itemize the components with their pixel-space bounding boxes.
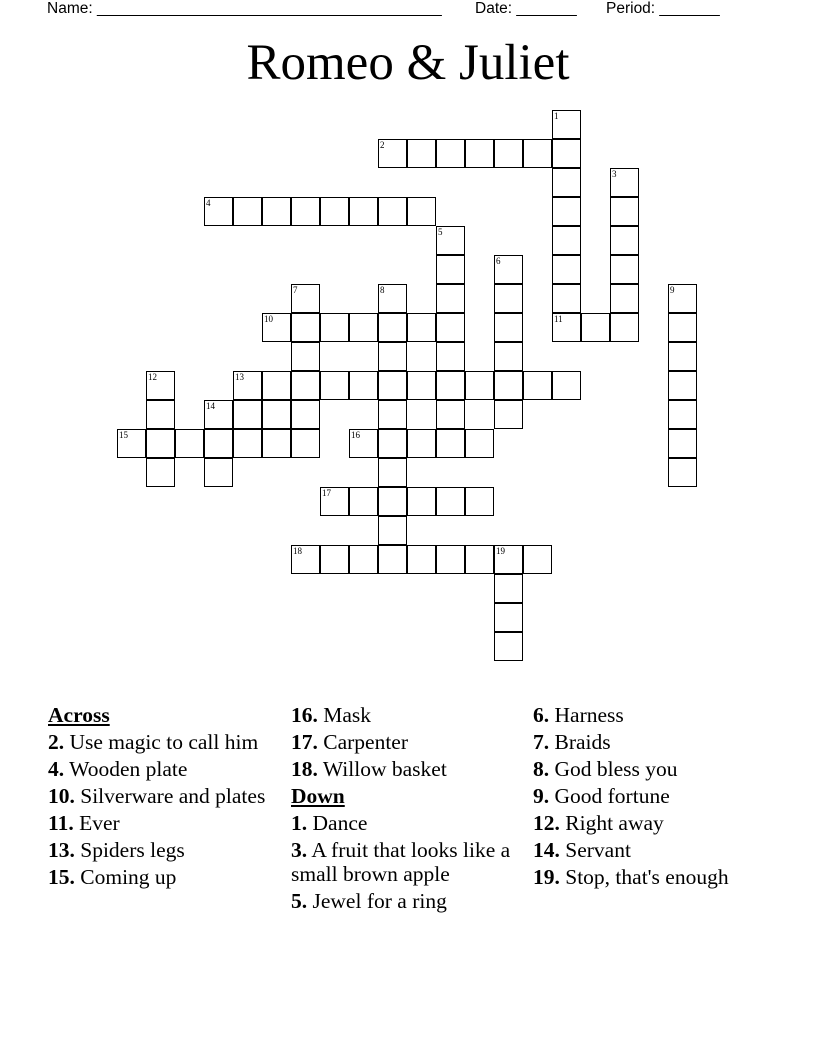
grid-cell[interactable] [291,429,320,458]
grid-cell[interactable] [552,168,581,197]
clue-number: 19. [533,865,560,889]
grid-cell[interactable] [668,458,697,487]
clue-column-2 [291,703,527,916]
cell-number: 5 [438,227,443,237]
clue-number: 14. [533,838,560,862]
cell-number: 17 [322,488,331,498]
grid-cell[interactable] [552,371,581,400]
grid-cell[interactable] [494,284,523,313]
grid-cell[interactable] [291,342,320,371]
grid-cell[interactable] [465,371,494,400]
clue-column-3 [533,703,769,892]
grid-cell[interactable] [465,139,494,168]
grid-cell[interactable] [436,371,465,400]
grid-cell[interactable] [494,400,523,429]
grid-cell[interactable] [494,371,523,400]
cell-number: 15 [119,430,128,440]
clue-across-2 [48,730,284,754]
clue-down-1 [291,811,527,835]
clue-across-18 [291,757,527,781]
clue-across-11 [48,811,284,835]
name-field[interactable]: Name: ________________________________________ [47,0,442,17]
grid-cell[interactable] [291,400,320,429]
clue-number: 17. [291,730,318,754]
cell-number: 13 [235,372,244,382]
clue-down-19 [533,865,769,889]
grid-cell[interactable] [407,545,436,574]
grid-cell[interactable] [291,371,320,400]
clue-number: 15. [48,865,75,889]
clue-down-7 [533,730,769,754]
grid-cell[interactable] [349,197,378,226]
grid-cell[interactable] [494,313,523,342]
clue-number: 11. [48,811,74,835]
grid-cell[interactable] [436,545,465,574]
down-heading: Down [291,784,345,808]
grid-cell[interactable] [552,284,581,313]
grid-cell[interactable] [436,313,465,342]
grid-cell[interactable] [291,313,320,342]
cell-number: 7 [293,285,298,295]
clue-across-4 [48,757,284,781]
clue-text: Stop, that's enough [565,865,729,889]
clue-column-1 [48,703,284,892]
clue-number: 9. [533,784,550,808]
grid-cell[interactable] [668,400,697,429]
grid-cell[interactable] [378,458,407,487]
across-heading: Across [48,703,110,727]
clue-across-15 [48,865,284,889]
grid-cell[interactable] [349,371,378,400]
grid-cell[interactable] [494,574,523,603]
grid-cell[interactable] [378,429,407,458]
clue-number: 1. [291,811,308,835]
grid-cell[interactable] [262,400,291,429]
grid-cell[interactable] [436,342,465,371]
clue-down-14 [533,838,769,862]
clue-across-10 [48,784,284,808]
grid-cell[interactable] [233,429,262,458]
grid-cell[interactable] [436,284,465,313]
grid-cell[interactable] [668,313,697,342]
grid-cell[interactable] [407,371,436,400]
grid-cell[interactable] [523,371,552,400]
grid-cell[interactable] [436,139,465,168]
clue-number: 6. [533,703,550,727]
grid-cell[interactable] [436,487,465,516]
grid-cell[interactable] [523,139,552,168]
clue-text: God bless you [554,757,678,781]
grid-cell[interactable] [378,400,407,429]
grid-cell[interactable] [320,197,349,226]
clue-down-5 [291,889,527,913]
grid-cell[interactable] [378,545,407,574]
cell-number: 10 [264,314,273,324]
grid-cell[interactable] [494,632,523,661]
grid-cell[interactable] [494,342,523,371]
grid-cell[interactable] [610,313,639,342]
cell-number: 16 [351,430,360,440]
clue-number: 3. [291,838,308,862]
date-field[interactable]: Date: _______ [475,0,577,17]
grid-cell[interactable] [233,400,262,429]
grid-cell[interactable] [407,313,436,342]
clue-text: Ever [79,811,120,835]
grid-cell[interactable] [146,458,175,487]
clue-number: 8. [533,757,550,781]
grid-cell[interactable] [552,197,581,226]
grid-cell[interactable] [291,197,320,226]
grid-cell[interactable] [407,487,436,516]
clue-number: 13. [48,838,75,862]
cell-number: 6 [496,256,501,266]
grid-cell[interactable] [552,226,581,255]
grid-cell[interactable] [233,197,262,226]
grid-cell[interactable] [378,197,407,226]
clue-text: Spiders legs [80,838,185,862]
clue-number: 2. [48,730,65,754]
clue-text: Jewel for a ring [312,889,447,913]
grid-cell[interactable] [320,545,349,574]
grid-cell[interactable] [407,429,436,458]
clue-number: 12. [533,811,560,835]
cell-number: 3 [612,169,617,179]
grid-cell[interactable] [262,371,291,400]
clue-text: Use magic to call him [69,730,259,754]
page-title: Romeo & Juliet [246,35,570,91]
grid-cell[interactable] [262,197,291,226]
grid-cell[interactable] [494,139,523,168]
clue-text: Carpenter [323,730,409,754]
clue-text: Silverware and plates [80,784,266,808]
clue-text: Servant [565,838,631,862]
grid-cell[interactable] [378,487,407,516]
clue-text: A fruit that looks like a small brown apple [291,838,511,886]
grid-cell[interactable] [610,255,639,284]
grid-cell[interactable] [204,429,233,458]
grid-cell[interactable] [552,139,581,168]
clue-number: 5. [291,889,308,913]
grid-cell[interactable] [378,516,407,545]
grid-cell[interactable] [349,313,378,342]
grid-cell[interactable] [668,371,697,400]
clue-number: 7. [533,730,550,754]
grid-cell[interactable] [204,458,233,487]
grid-cell[interactable] [465,429,494,458]
grid-cell[interactable] [320,371,349,400]
grid-cell[interactable] [610,197,639,226]
grid-cell[interactable] [378,313,407,342]
clue-text: Wooden plate [69,757,188,781]
grid-cell[interactable] [378,371,407,400]
cell-number: 18 [293,546,302,556]
clue-across-17 [291,730,527,754]
cell-number: 4 [206,198,211,208]
clue-text: Braids [554,730,611,754]
grid-cell[interactable] [581,313,610,342]
cell-number: 1 [554,111,559,121]
grid-cell[interactable] [349,487,378,516]
clue-down-8 [533,757,769,781]
clue-across-13 [48,838,284,862]
grid-cell[interactable] [436,400,465,429]
grid-cell[interactable] [407,139,436,168]
clue-down-6 [533,703,769,727]
grid-cell[interactable] [668,342,697,371]
grid-cell[interactable] [610,226,639,255]
cell-number: 9 [670,285,675,295]
grid-cell[interactable] [262,429,291,458]
grid-cell[interactable] [552,255,581,284]
grid-cell[interactable] [668,429,697,458]
clue-text: Right away [565,811,664,835]
cell-number: 12 [148,372,157,382]
grid-cell[interactable] [378,342,407,371]
clue-number: 18. [291,757,318,781]
grid-cell[interactable] [407,197,436,226]
clue-number: 10. [48,784,75,808]
cell-number: 2 [380,140,385,150]
grid-cell[interactable] [494,603,523,632]
grid-cell[interactable] [465,545,494,574]
grid-cell[interactable] [175,429,204,458]
grid-cell[interactable] [436,429,465,458]
clue-number: 4. [48,757,65,781]
clue-text: Willow basket [322,757,447,781]
clue-down-9 [533,784,769,808]
clue-across-16 [291,703,527,727]
clue-text: Good fortune [554,784,670,808]
period-field[interactable]: Period: _______ [606,0,720,17]
cell-number: 19 [496,546,505,556]
grid-cell[interactable] [610,284,639,313]
grid-cell[interactable] [146,429,175,458]
clue-text: Coming up [80,865,177,889]
cell-number: 8 [380,285,385,295]
grid-cell[interactable] [523,545,552,574]
clue-text: Mask [323,703,372,727]
grid-cell[interactable] [349,545,378,574]
grid-cell[interactable] [146,400,175,429]
grid-cell[interactable] [320,313,349,342]
clue-text: Harness [554,703,624,727]
cell-number: 11 [554,314,563,324]
clue-down-12 [533,811,769,835]
grid-cell[interactable] [465,487,494,516]
cell-number: 14 [206,401,215,411]
grid-cell[interactable] [436,255,465,284]
clue-number: 16. [291,703,318,727]
clue-text: Dance [312,811,368,835]
clue-down-3 [291,838,527,886]
